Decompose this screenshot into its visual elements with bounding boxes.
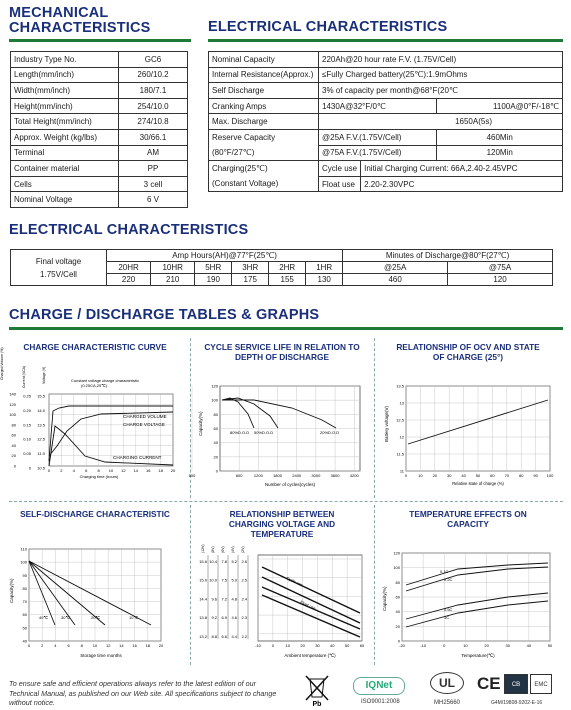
charge-rule [9,327,563,330]
tick-label: 8 [80,643,83,648]
cycle-life-plot [188,364,372,514]
tick-label: 30 [315,643,320,648]
rate-value: 175 [232,274,269,286]
cell: ≤Fully Charged battery(25℃):1.9mOhms [319,67,563,83]
tick-label: 10 [108,468,114,473]
tick-label: 40 [22,638,27,644]
axis-label: Capacity(%) [198,411,203,436]
cell: Self Discharge [209,83,319,99]
tick-label: 0 [27,643,31,648]
axis-label: Current (XCA) [22,365,26,388]
cell: 3 cell [119,176,188,192]
min-rate-header: @25A [343,262,448,274]
curve-label: Cycle use [285,575,304,588]
tick-label: 10.5 [37,465,45,471]
axis-label: Capacity(%) [382,586,387,611]
column-header: (4V) [231,546,235,553]
table-row [11,192,188,208]
capacity-table [10,249,553,286]
tick-label: 80 [518,473,524,478]
tick-label: 0.25 [23,393,31,399]
curve-label: 40℃ [39,615,48,620]
note: Constant voltage charge characteristic [71,378,140,383]
tick-label: 13.5 [396,383,404,389]
graph-title: CHARGE CHARACTERISTIC CURVE [23,342,167,352]
tick-label: 6 [85,468,88,473]
tick-label: 18 [158,468,163,473]
final-voltage-label: Final voltage [35,256,82,266]
table-row [11,67,188,83]
tick-label: 10.0 [209,577,217,583]
mechanical-rule [9,39,191,42]
cell: 1100A@0°F/-18℃ [437,98,563,114]
footer-disclaimer: To ensure safe and efficient operations always refer to the latest edition of our Technical Manual, as published on our Web site. All specifications subject to change without notice. [9,679,277,707]
column-header: (8V) [211,546,215,553]
divider [374,505,375,665]
self-discharge-plot [5,539,185,689]
curve-label: CHARGE VOLTAGE [123,422,165,427]
mechanical-heading-line2: CHARACTERISTICS [9,20,151,36]
tick-label: 50 [547,643,553,648]
graph-title: RELATIONSHIP OF OCV AND STATE OF CHARGE (25°) [396,342,540,362]
tick-label: 60 [22,612,27,618]
graph-title: CYCLE SERVICE LIFE IN RELATION TO DEPTH OF DISCHARGE [204,342,360,362]
emc-label: EMC [530,674,552,694]
cycle-life-graph [188,342,372,509]
note: (0.25CA,25℃) [81,383,108,388]
cell: Total Height(mm/inch) [11,114,119,130]
tick-label: 90 [533,473,538,478]
tick-label: 1200 [253,473,263,478]
cell: Nominal Capacity [209,52,319,68]
tick-label: 4.8 [231,596,237,602]
tick-label: 1800 [273,473,282,478]
tick-label: -10 [420,643,427,648]
tick-label: 20 [300,643,305,648]
tick-label: 50 [475,473,481,478]
tick-label: 70 [22,599,27,605]
curve-label: 20%D.O.D [320,430,340,435]
tick-label: 0 [397,638,400,644]
tick-label: 3000 [311,473,321,478]
graph-title: RELATIONSHIP BETWEEN CHARGING VOLTAGE AND TEMPERATURE [228,509,336,539]
final-voltage-value: 1.75V/Cell [40,269,77,279]
curve-label: 0.2C [444,577,453,582]
tick-label: 20 [170,468,176,473]
cell: AM [119,145,188,161]
tick-label: 13.5 [37,422,45,428]
cell: Width(mm/inch) [11,83,119,99]
tick-label: 11 [399,468,404,474]
rate-header: 3HR [232,262,269,274]
cell: 1430A@32°F/0℃ [319,98,437,114]
curve-label: 80%D.O.D [230,430,250,435]
ocv-graph [378,342,558,509]
graph-title: TEMPERATURE EFFECTS ON CAPACITY [409,509,527,529]
tick-label: 60 [395,594,400,600]
tick-label: 60 [359,643,365,648]
tick-label: 600 [235,473,243,478]
cell: Initial Charging Current: 66A,2.40-2.45VPC [361,161,563,177]
cell: GC6 [119,52,188,68]
graph-title: SELF-DISCHARGE CHARACTERISTIC [20,509,170,519]
tick-label: 4 [54,643,57,648]
self-discharge-graph [5,509,185,676]
tick-label: 2.5 [241,577,247,583]
electrical-heading: ELECTRICAL CHARACTERISTICS [208,19,448,35]
cell: (Constant Voltage) [209,176,319,192]
axis-label: Battery voltage(V) [384,405,389,442]
tick-label: 40 [395,609,400,615]
final-voltage-cell [11,250,107,286]
mechanical-table [10,51,188,208]
tick-label: 5.2 [231,559,237,564]
cell: 254/10.0 [119,98,188,114]
cell: (80°F/27℃) [209,145,319,161]
tick-label: 10 [463,643,468,648]
ul-logo: UL [430,672,464,694]
tick-label: 7.8 [221,559,227,564]
tick-label: 7.2 [221,596,227,602]
tick-label: 80 [11,422,16,428]
table-row [11,129,188,145]
electrical-heading-2: ELECTRICAL CHARACTERISTICS [9,222,249,238]
cell: Terminal [11,145,119,161]
pb-text: Pb [312,701,322,708]
rate-header: 5HR [195,262,232,274]
table-row [11,176,188,192]
cell: @25A F.V.(1.75V/Cell) [319,129,437,145]
tick-label: 40 [11,442,16,448]
tick-label: 50 [344,643,350,648]
cell: Float use [319,176,361,192]
tick-label: 4 [72,468,75,473]
rate-header: 2HR [269,262,306,274]
cell: 260/10.2 [119,67,188,83]
tick-label: 50 [22,625,27,631]
tick-label: 14.0 [37,407,45,413]
tick-label: 60 [490,473,495,478]
tick-label: 15.5 [37,393,45,399]
table-row [11,83,188,99]
tick-label: 3600 [330,473,340,478]
weee-icon [303,673,331,707]
charge-heading: CHARGE / DISCHARGE TABLES & GRAPHS [9,307,320,323]
mechanical-heading [9,6,151,36]
cell: 6 V [119,192,188,208]
curve-label: 1C [444,615,450,620]
tick-label: 13.8 [199,615,207,621]
tick-label: 0 [404,473,408,478]
tick-label: 12 [399,434,404,440]
tick-label: 15.6 [199,559,207,564]
rate-value: 155 [269,274,306,286]
tick-label: 6.9 [221,615,227,621]
tick-label: 60 [11,432,16,438]
tick-label: 0.15 [23,422,31,428]
ocv-plot [378,364,558,514]
rate-value: 190 [195,274,232,286]
tick-label: 12 [121,468,126,473]
tick-label: 2.2 [241,633,247,639]
tick-label: 2 [41,643,44,648]
tick-label: 110 [20,546,27,552]
tick-label: 16 [132,643,137,648]
electrical-rule [208,39,563,42]
amp-header: Amp Hours(AH)@77°F(25℃) [107,250,343,262]
cell: Industry Type No. [11,52,119,68]
cell: 220Ah@20 hour rate F.V. (1.75V/Cell) [319,52,563,68]
min-rate-value: 120 [448,274,553,286]
tick-label: 90 [22,572,27,578]
cell: PP [119,161,188,177]
tick-label: 140 [9,391,16,397]
cell: 274/10.8 [119,114,188,130]
gmark-number: G4M/19808-9202-E-16 [491,700,543,706]
tick-label: 8.8 [211,633,217,639]
cell: Charging(25℃) [209,161,319,177]
tick-label: 0.20 [23,407,31,413]
emc-badge: CB [504,674,528,694]
rate-value: 130 [306,274,343,286]
cell: 460Min [437,129,563,145]
tick-label: 0 [28,465,31,471]
tick-label: 10 [285,643,290,648]
tick-label: 20 [11,453,16,459]
tick-label: 7.5 [221,577,227,583]
cell: 180/7.1 [119,83,188,99]
tick-label: 40 [461,473,466,478]
divider [374,338,375,498]
iqnet-logo: IQNet [353,677,405,695]
table-row [11,145,188,161]
charge-curve-graph [0,342,185,509]
axis-label: Charging time (hours) [79,474,119,479]
tick-label: 0 [271,643,274,648]
cell: Cells [11,176,119,192]
tick-label: 0.05 [23,451,31,457]
tick-label: 120 [393,550,400,556]
tick-label: 100 [9,412,16,418]
tick-label: 4200 [349,473,359,478]
tick-label: 100 [211,397,218,403]
cell: Cranking Amps [209,98,319,114]
tick-label: 120 [211,383,218,389]
cell: 30/66.1 [119,129,188,145]
tick-label: 6.6 [221,633,227,639]
tick-label: 6 [67,643,70,648]
cell: 2.20-2.30VPC [361,176,563,192]
tick-label: 60 [213,426,218,431]
tick-label: 80 [22,585,27,591]
tick-label: 0 [215,468,218,474]
cell: Approx. Weight (kg/lbs) [11,129,119,145]
column-header: (6V) [221,546,225,553]
rate-header: 10HR [151,262,195,274]
tick-label: 18 [145,643,151,648]
tick-label: -20 [399,643,405,648]
tick-label: 80 [213,411,218,417]
voltage-temp-graph [192,509,372,676]
tick-label: 40 [330,643,335,648]
cell: Length(mm/inch) [11,67,119,83]
tick-label: 13.2 [199,633,207,639]
cell: 3% of capacity per month@68°F(20℃ [319,83,563,99]
cell: Cycle use [319,161,361,177]
iso-label: ISO9001:2008 [361,699,400,705]
min-rate-header: @75A [448,262,553,274]
axis-label: Charged Volume (%) [0,347,4,380]
ce-mark: CE [477,674,501,693]
tick-label: 30 [446,473,452,478]
table-row [11,161,188,177]
tick-label: 2.4 [241,596,247,602]
tick-label: 2400 [292,473,302,478]
axis-label: Storage time months [80,653,122,658]
cell: Reserve Capacity [209,129,319,145]
column-header: (2V) [241,546,245,553]
cell: Internal Resistance(Approx.) [209,67,319,83]
curve-label: 30℃ [61,615,70,620]
tick-label: 2.3 [241,615,247,621]
curve-label: CHARGED VOLUME [123,414,167,419]
tick-label: 0 [443,643,446,648]
curve-label: 20℃ [91,615,100,620]
electrical-table [208,51,563,192]
tick-label: 100 [546,473,554,478]
tick-label: 0 [13,463,16,469]
tick-label: 14 [119,643,124,648]
min-rate-value: 460 [343,274,448,286]
tick-label: -10 [255,643,261,648]
tick-label: 20 [484,643,489,648]
tick-label: 9.6 [211,596,217,602]
rate-header: 1HR [306,262,343,274]
tick-label: 20 [158,643,164,648]
axis-label: Number of cycles(cycles) [264,482,316,487]
tick-label: 11.5 [396,451,404,457]
tick-label: 5.0 [231,577,237,583]
tick-label: 12.5 [396,417,404,423]
tick-label: 20 [395,623,400,629]
tick-label: 4.6 [231,615,237,621]
tick-label: 100 [20,559,27,565]
tick-label: 12.5 [37,436,45,442]
temp-capacity-plot [378,539,558,689]
axis-label: Capacity(%) [9,578,14,603]
cell: @75A F.V.(1.75V/Cell) [319,145,437,161]
rate-value: 210 [151,274,195,286]
curve-label: 0.1C [440,569,449,574]
curve-label: 10℃ [129,615,138,620]
tick-label: 16 [145,468,151,473]
tick-label: 70 [504,473,510,478]
tick-label: 11.0 [37,451,45,457]
tick-label: 40 [213,440,218,446]
tick-label: 14 [133,468,139,473]
tick-label: 100 [393,565,400,571]
curve-label: 0.5C [444,607,453,612]
tick-label: 10 [92,643,98,648]
table-row [11,114,188,130]
cell: Container material [11,161,119,177]
tick-label: 600 [188,473,196,478]
tick-label: 120 [9,401,16,407]
mechanical-heading-line1: MECHANICAL [9,5,109,21]
voltage-temp-plot [192,539,372,689]
tick-label: 30 [505,643,510,648]
tick-label: 12 [105,643,111,648]
tick-label: 0.10 [23,436,31,442]
min-header: Minutes of Discharge@80°F(27℃) [343,250,553,262]
tick-label: 10 [418,473,423,478]
table-row [11,98,188,114]
tick-label: 20 [213,454,218,460]
tick-label: 40 [526,643,532,648]
tick-label: 13 [399,400,404,406]
tick-label: 20 [432,473,438,478]
tick-label: 4.4 [231,633,237,639]
cell: Max. Discharge [209,114,319,130]
tick-label: 15.0 [199,577,207,583]
curve-label: CHARGING CURRENT [113,455,162,460]
temp-capacity-graph [378,509,558,676]
tick-label: 10.4 [209,559,217,564]
tick-label: 80 [395,579,400,585]
axis-label: Temperature(℃) [461,653,495,658]
rate-value: 220 [107,274,151,286]
tick-label: 2 [60,468,63,473]
curve-label: Float use [299,599,317,611]
ul-number: MH25660 [434,700,461,706]
rate-header: 20HR [107,262,151,274]
tick-label: 2.6 [241,559,247,564]
tick-label: 8 [97,468,100,473]
tick-label: 14.4 [199,596,207,602]
axis-label: Voltage (V) [42,366,46,384]
axis-label: Ambient temperature (℃) [284,653,336,658]
curve-label: 50%D.O.D [254,430,274,435]
table-row [11,52,188,68]
column-header: (12V) [201,544,205,553]
cell: 120Min [437,145,563,161]
cell: Nominal Voltage [11,192,119,208]
divider [190,505,191,665]
axis-label: Relative state of charge (%) [452,481,504,486]
tick-label: 0 [47,468,51,473]
cell: 1650A(5s) [319,114,563,130]
cell: Height(mm/inch) [11,98,119,114]
tick-label: 9.2 [211,615,217,621]
